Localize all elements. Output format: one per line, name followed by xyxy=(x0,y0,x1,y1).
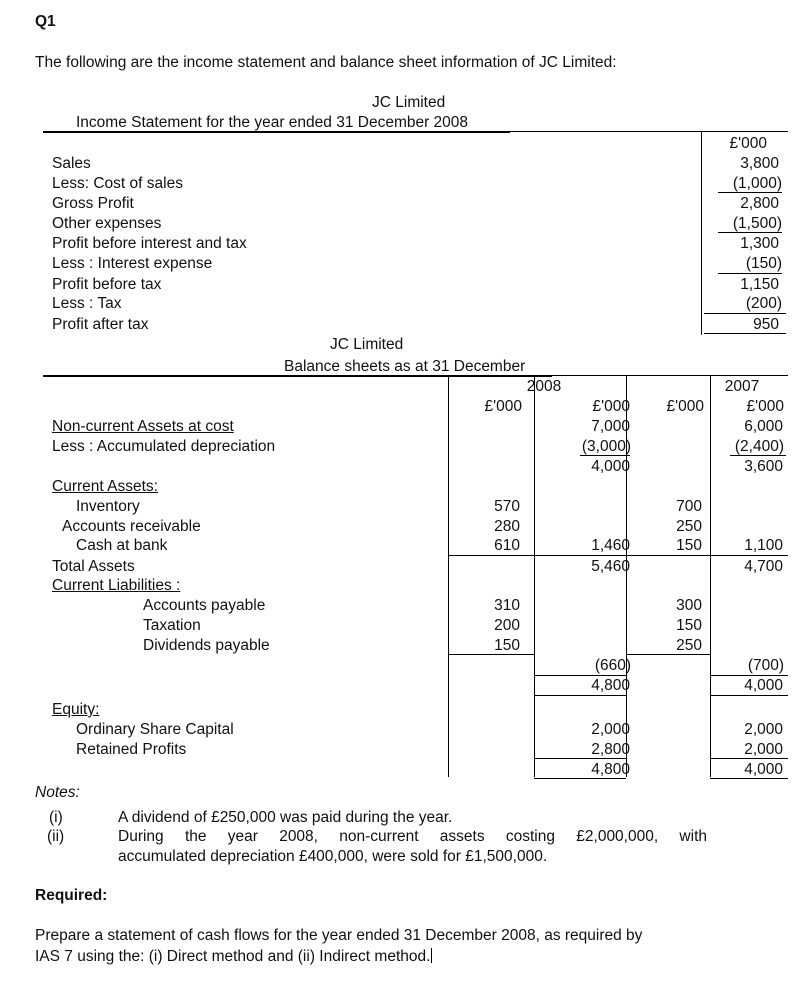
taxation-label: Taxation xyxy=(143,617,201,634)
ca-total-2007: 1,100 xyxy=(744,537,783,554)
text-cursor xyxy=(431,948,432,963)
is-row-value: 1,150 xyxy=(740,276,779,293)
is-title: Income Statement for the year ended 31 December 2008 xyxy=(76,114,469,131)
dividends-2008: 150 xyxy=(494,637,520,654)
inventory-2008: 570 xyxy=(494,498,520,515)
retained-label: Retained Profits xyxy=(76,741,187,758)
receivables-label: Accounts receivable xyxy=(62,518,201,535)
net-assets-double-rule xyxy=(710,695,788,696)
is-total-rule xyxy=(704,313,786,314)
dividends-2007: 250 xyxy=(676,637,702,654)
net-assets-2008: 4,800 xyxy=(591,677,630,694)
nbv-2008: 4,000 xyxy=(591,458,630,475)
payables-2008: 310 xyxy=(494,597,520,614)
cl-subtotal-rule xyxy=(626,654,710,655)
total-assets-rule xyxy=(448,555,788,556)
equity-total-2008: 4,800 xyxy=(591,761,630,778)
bs-column-line xyxy=(448,376,449,777)
bs-column-line xyxy=(626,376,627,777)
share-capital-label: Ordinary Share Capital xyxy=(76,721,234,738)
notes-heading: Notes: xyxy=(35,784,80,801)
note-number: (i) xyxy=(49,809,63,826)
is-row-value: 2,800 xyxy=(740,195,779,212)
is-title-rule-right xyxy=(510,131,788,132)
is-unit-header: £'000 xyxy=(729,135,767,152)
is-title-rule xyxy=(43,131,510,133)
acc-dep-2008: (3,000) xyxy=(581,438,631,455)
is-row-value: (200) xyxy=(745,295,782,312)
dividends-label: Dividends payable xyxy=(143,637,270,654)
required-text-line: IAS 7 using the: (i) Direct method and (ii) Indirect method. xyxy=(35,948,431,965)
is-company-name: JC Limited xyxy=(372,94,446,111)
intro-text: The following are the income statement and balance sheet information of JC Limited: xyxy=(35,54,617,71)
bs-unit-header: £'000 xyxy=(746,398,784,415)
net-assets-2007: 4,000 xyxy=(744,677,783,694)
required-heading: Required: xyxy=(35,887,108,904)
ca-total-2008: 1,460 xyxy=(591,537,630,554)
question-number: Q1 xyxy=(35,13,56,30)
required-text: Prepare a statement of cash flows for the year ended 31 December 2008, as required by xyxy=(35,927,643,944)
bs-column-line xyxy=(710,376,711,777)
bs-company-name: JC Limited xyxy=(330,336,404,353)
nbv-rule xyxy=(580,455,630,456)
bs-title-rule-right xyxy=(552,375,788,376)
current-assets-label: Current Assets: xyxy=(52,478,158,495)
is-row-label: Profit before interest and tax xyxy=(52,235,247,252)
is-row-label: Less: Cost of sales xyxy=(52,175,183,192)
is-row-value: (150) xyxy=(745,255,782,272)
note-text: During the year 2008, non-current assets costing £2,000,000, with xyxy=(118,828,707,845)
bs-unit-header: £'000 xyxy=(592,398,630,415)
is-row-label: Less : Tax xyxy=(52,295,122,312)
is-row-value: 3,800 xyxy=(740,155,779,172)
receivables-2008: 280 xyxy=(494,518,520,535)
net-assets-rule xyxy=(534,675,626,676)
bs-column-line xyxy=(534,376,535,777)
equity-total-rule xyxy=(534,758,626,759)
bs-title-rule xyxy=(43,375,552,377)
share-capital-2008: 2,000 xyxy=(591,721,630,738)
is-row-value: 1,300 xyxy=(740,235,779,252)
is-row-label: Less : Interest expense xyxy=(52,255,213,272)
nbv-rule xyxy=(730,455,786,456)
inventory-label: Inventory xyxy=(76,498,140,515)
equity-total-rule xyxy=(710,758,788,759)
cl-subtotal-rule xyxy=(448,654,534,655)
is-row-label: Gross Profit xyxy=(52,195,134,212)
is-row-value: (1,500) xyxy=(732,215,782,232)
bs-unit-header: £'000 xyxy=(666,398,704,415)
is-row-value: 950 xyxy=(753,316,779,333)
cl-total-2008: (660) xyxy=(594,657,631,674)
note-text-continued: accumulated depreciation £400,000, were sold for £1,500,000. xyxy=(118,848,548,865)
payables-2007: 300 xyxy=(676,597,702,614)
equity-double-rule xyxy=(710,778,788,779)
cash-2008: 610 xyxy=(494,537,520,554)
cash-label: Cash at bank xyxy=(76,537,168,554)
is-subtotal-rule xyxy=(718,232,782,233)
is-row-label: Profit after tax xyxy=(52,316,149,333)
total-assets-2007: 4,700 xyxy=(744,558,783,575)
bs-unit-header: £'000 xyxy=(484,398,522,415)
acc-dep-2007: (2,400) xyxy=(734,438,784,455)
share-capital-2007: 2,000 xyxy=(744,721,783,738)
net-assets-double-rule xyxy=(534,695,626,696)
equity-double-rule xyxy=(534,778,626,779)
equity-label: Equity: xyxy=(52,701,100,718)
retained-2007: 2,000 xyxy=(744,741,783,758)
bs-year-2008: 2008 xyxy=(526,378,562,395)
is-row-value: (1,000) xyxy=(732,175,782,192)
is-final-rule xyxy=(704,333,786,334)
nbv-2007: 3,600 xyxy=(744,458,783,475)
net-assets-rule xyxy=(710,675,788,676)
current-liabilities-label: Current Liabilities : xyxy=(52,577,181,594)
cl-total-2007: (700) xyxy=(747,657,784,674)
total-assets-label: Total Assets xyxy=(52,558,135,575)
acc-dep-label: Less : Accumulated depreciation xyxy=(52,438,276,455)
payables-label: Accounts payable xyxy=(143,597,266,614)
is-row-label: Sales xyxy=(52,155,91,172)
note-text: A dividend of £250,000 was paid during the year. xyxy=(118,809,453,826)
receivables-2007: 250 xyxy=(676,518,702,535)
retained-2008: 2,800 xyxy=(591,741,630,758)
is-value-column-line xyxy=(701,132,702,335)
nca-label: Non-current Assets at cost xyxy=(52,418,234,435)
note-number: (ii) xyxy=(47,828,65,845)
is-subtotal-rule xyxy=(718,192,782,193)
is-subtotal-rule xyxy=(718,273,782,274)
nca-2008: 7,000 xyxy=(591,418,630,435)
bs-title: Balance sheets as at 31 December xyxy=(284,358,526,375)
nca-2007: 6,000 xyxy=(744,418,783,435)
inventory-2007: 700 xyxy=(676,498,702,515)
taxation-2007: 150 xyxy=(676,617,702,634)
total-assets-2008: 5,460 xyxy=(591,558,630,575)
equity-total-2007: 4,000 xyxy=(744,761,783,778)
cash-2007: 150 xyxy=(676,537,702,554)
required-text-continued xyxy=(35,948,432,965)
taxation-2008: 200 xyxy=(494,617,520,634)
bs-year-2007: 2007 xyxy=(724,378,760,395)
is-row-label: Other expenses xyxy=(52,215,162,232)
is-row-label: Profit before tax xyxy=(52,276,162,293)
